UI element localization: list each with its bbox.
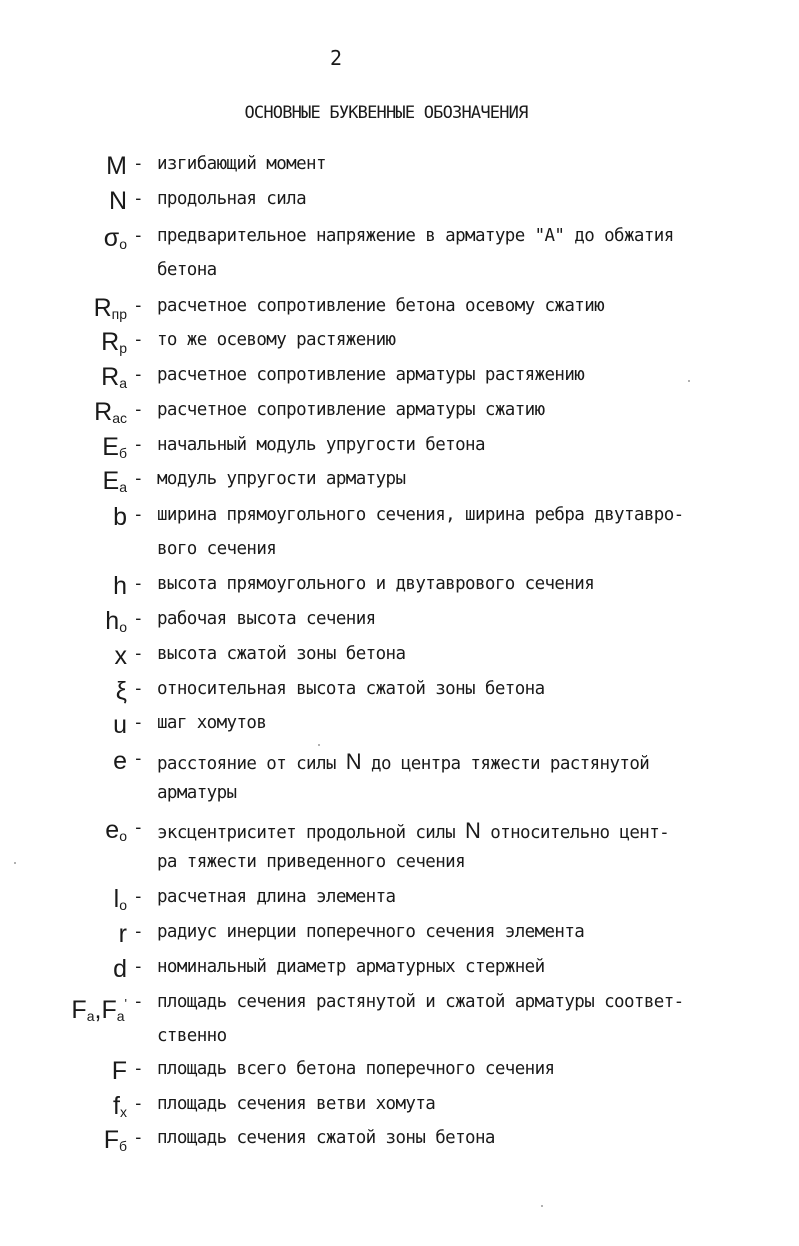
notation-entry-stirrup-spacing <box>0 709 799 745</box>
notation-symbol: N <box>108 187 127 215</box>
notation-entry-concrete-compressive-strength <box>0 292 799 328</box>
dash: - <box>133 330 144 350</box>
notation-symbol: $l_o$ <box>113 885 127 913</box>
notation-symbol: ξ <box>115 677 127 705</box>
notation-entry-rebar-compressive-strength <box>0 396 799 432</box>
dash: - <box>133 365 144 385</box>
notation-entry-compression-zone-height <box>0 640 799 676</box>
notation-symbol: $R_р$ <box>101 328 127 356</box>
dash: - <box>133 1094 144 1114</box>
dash: - <box>133 189 144 209</box>
dash: - <box>133 505 144 525</box>
notation-entry-stirrup-leg-area <box>0 1090 799 1126</box>
inline-symbol-n: N <box>465 818 481 843</box>
notation-description: радиус инерции поперечного сечения элемента <box>157 922 585 942</box>
notation-symbol: $f_x$ <box>113 1092 127 1120</box>
scan-speck <box>688 380 690 382</box>
notation-symbol: d <box>113 955 127 983</box>
dash: - <box>133 226 144 246</box>
dash: - <box>133 644 144 664</box>
notation-description: относительная высота сжатой зоны бетона <box>157 679 545 699</box>
page-number: 2 <box>329 46 343 70</box>
notation-symbol: $E_а$ <box>102 467 127 495</box>
notation-description-continued: ра тяжести приведенного сечения <box>157 852 466 872</box>
notation-description: шаг хомутов <box>157 713 267 733</box>
dash: - <box>133 887 144 907</box>
notation-description: площадь сечения ветви хомута <box>157 1094 436 1114</box>
notation-entry-eccentricity-to-rebar <box>0 745 799 803</box>
dash: - <box>133 922 144 942</box>
notation-entry-bar-diameter <box>0 953 799 989</box>
notation-description: продольная сила <box>157 189 307 209</box>
notation-description: площадь сечения сжатой зоны бетона <box>157 1128 495 1148</box>
notation-entry-relative-compression-zone <box>0 675 799 711</box>
notation-description: модуль упругости арматуры <box>157 469 406 489</box>
notation-entry-effective-length <box>0 883 799 919</box>
notation-description-continued: вого сечения <box>157 539 277 559</box>
notation-symbol: $h_o$ <box>105 607 127 635</box>
dash: - <box>133 1059 144 1079</box>
dash: - <box>133 296 144 316</box>
notation-description: расчетное сопротивление арматуры сжатию <box>157 400 545 420</box>
page-heading: ОСНОВНЫЕ БУКВЕННЫЕ ОБОЗНАЧЕНИЯ <box>244 103 528 123</box>
notation-symbol: $R_{ас}$ <box>94 398 127 426</box>
notation-description: начальный модуль упругости бетона <box>157 435 485 455</box>
notation-symbol: M <box>106 152 127 180</box>
notation-symbol: $e_o$ <box>105 816 127 844</box>
dash: - <box>133 713 144 733</box>
notation-symbol: $R_{пр}$ <box>93 294 127 322</box>
notation-description-continued: арматуры <box>157 783 237 803</box>
notation-symbol: u <box>113 711 127 739</box>
notation-entry-rebar-tensile-strength <box>0 361 799 397</box>
notation-entry-section-width <box>0 501 799 559</box>
dash: - <box>133 992 144 1012</box>
notation-entry-rebar-modulus <box>0 465 799 501</box>
notation-description: площадь всего бетона поперечного сечения <box>157 1059 555 1079</box>
dash: - <box>133 574 144 594</box>
notation-description: высота прямоугольного и двутаврового сечения <box>157 574 595 594</box>
notation-description: то же осевому растяжению <box>157 330 396 350</box>
notation-symbol: h <box>113 572 127 600</box>
notation-description: номинальный диаметр арматурных стержней <box>157 957 545 977</box>
notation-symbol: r <box>118 920 127 948</box>
notation-entry-section-height <box>0 570 799 606</box>
notation-description: предварительное напряжение в арматуре "А" до обжатия <box>157 226 674 246</box>
scan-speck <box>14 862 16 864</box>
notation-entry-concrete-modulus <box>0 431 799 467</box>
dash: - <box>133 435 144 455</box>
dash: - <box>133 154 144 174</box>
notation-entry-prestress <box>0 222 799 280</box>
dash: - <box>133 957 144 977</box>
dash: - <box>133 679 144 699</box>
scan-speck <box>318 744 320 746</box>
notation-description: высота сжатой зоны бетона <box>157 644 406 664</box>
notation-entry-concrete-area <box>0 1055 799 1091</box>
notation-symbol: $F_а,F_а'$ <box>71 996 127 1024</box>
notation-description: расстояние от силы N до центра тяжести растянутой <box>157 749 650 774</box>
notation-description: рабочая высота сечения <box>157 609 376 629</box>
dash: - <box>133 469 144 489</box>
dash: - <box>133 749 144 769</box>
dash: - <box>133 400 144 420</box>
dash: - <box>133 609 144 629</box>
notation-entry-axial-force <box>0 185 799 221</box>
notation-symbol: $R_а$ <box>101 363 127 391</box>
notation-symbol: $F_б$ <box>103 1126 127 1154</box>
notation-symbol: $E_б$ <box>102 433 127 461</box>
notation-entry-radius-of-gyration <box>0 918 799 954</box>
notation-entry-moment <box>0 150 799 186</box>
notation-symbol: b <box>113 503 127 531</box>
notation-description: изгибающий момент <box>157 154 326 174</box>
notation-entry-rebar-areas <box>0 988 799 1046</box>
notation-entry-concrete-tensile-strength <box>0 326 799 362</box>
notation-description: ширина прямоугольного сечения, ширина ребра двутавро- <box>157 505 684 525</box>
notation-description-continued: ственно <box>157 1026 227 1046</box>
notation-description: площадь сечения растянутой и сжатой арматуры соответ- <box>157 992 684 1012</box>
notation-entry-axial-force-eccentricity <box>0 814 799 872</box>
notation-description: расчетная длина элемента <box>157 887 396 907</box>
notation-description: расчетное сопротивление бетона осевому сжатию <box>157 296 605 316</box>
notation-symbol: F <box>111 1057 127 1085</box>
notation-symbol: x <box>114 642 127 670</box>
notation-description: эксцентриситет продольной силы N относительно цент- <box>157 818 670 843</box>
notation-description: расчетное сопротивление арматуры растяжению <box>157 365 585 385</box>
notation-symbol: $\sigma_o$ <box>103 224 127 252</box>
notation-entry-effective-depth <box>0 605 799 641</box>
notation-symbol: e <box>113 747 127 775</box>
inline-symbol-n: N <box>345 749 362 774</box>
dash: - <box>133 818 144 838</box>
scan-speck <box>541 1205 543 1207</box>
dash: - <box>133 1128 144 1148</box>
notation-entry-compression-zone-area <box>0 1124 799 1160</box>
notation-description-continued: бетона <box>157 260 217 280</box>
